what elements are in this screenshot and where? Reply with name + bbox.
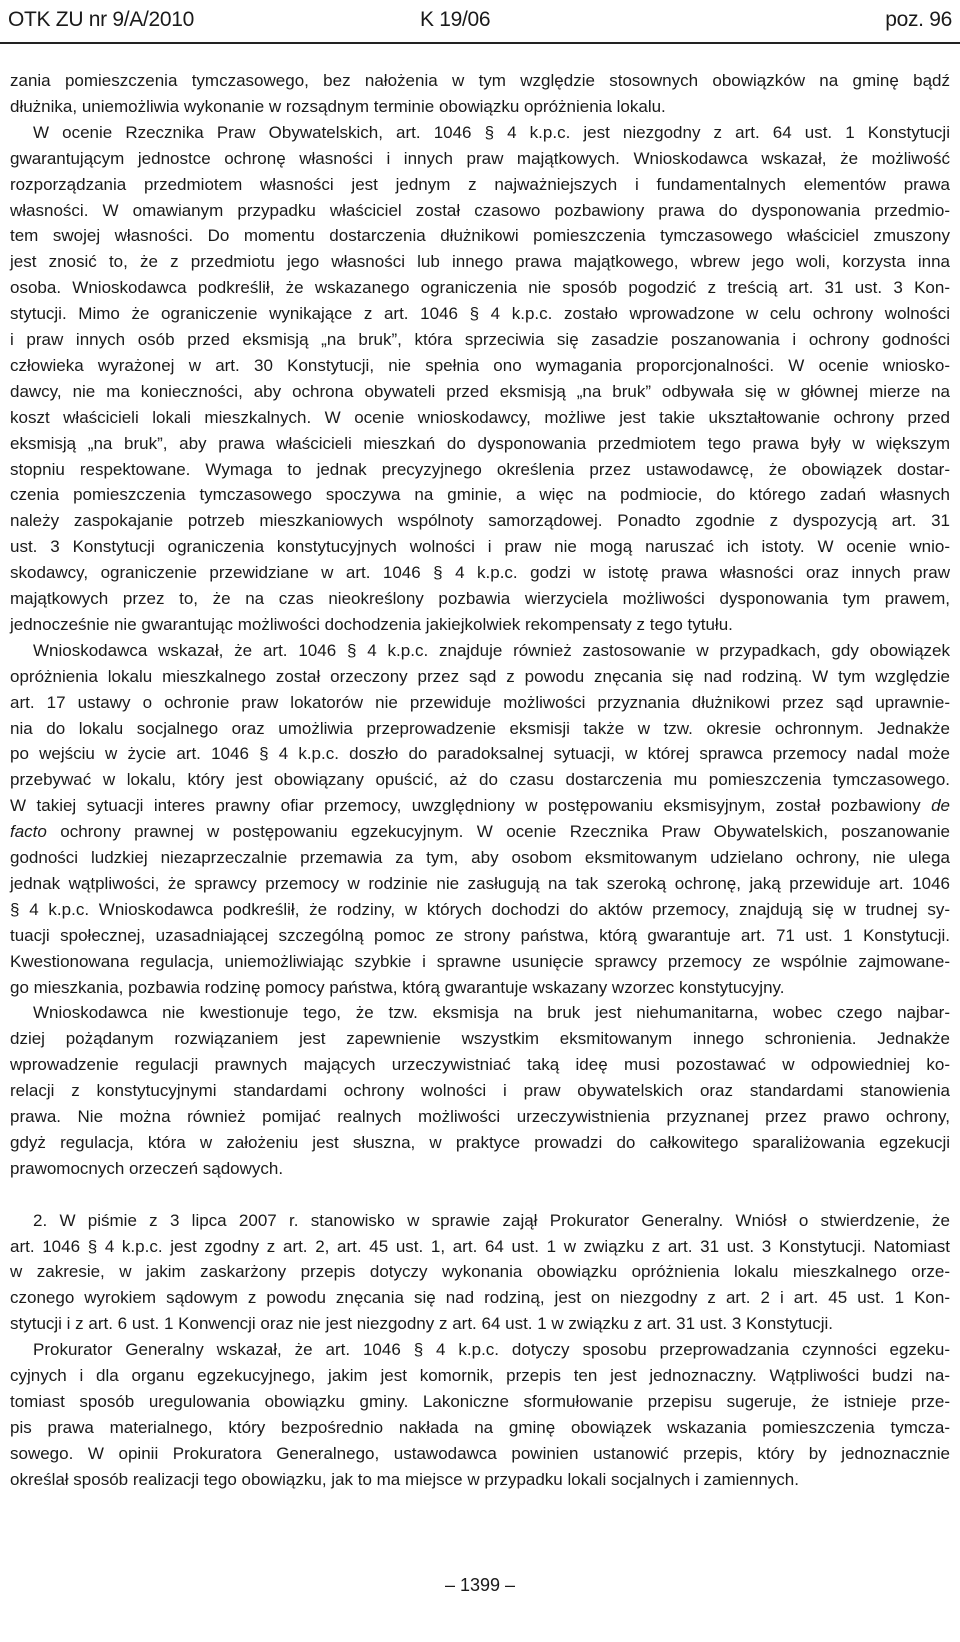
text-line: opróżnienia lokalu mieszkalnego został orzeczony przez sąd z powodu znęcania się nad rodziną. W tym względzie xyxy=(10,666,950,686)
text-line: i praw innych osób przed eksmisją „na bruk”, która sprzeciwia się zasadzie poszanowania i ochrony godności xyxy=(10,330,950,349)
text-line: w zakresie, w jakim zaskarżony przepis dotyczy wykonania obowiązku opróżnienia lokalu mieszkalnego orze- xyxy=(10,1262,950,1282)
text-line: pis prawa materialnego, który bezpośrednio nakłada na gminę obowiązek wskazania pomieszczenia tymcza- xyxy=(10,1417,950,1437)
text-line: tem swojej własności. Do momentu dostarczenia dłużnikowi pomieszczenia tymczasowego właściciel zmuszony xyxy=(10,226,950,246)
text-line: jednocześnie nie gwarantując możliwości dochodzenia jakiejkolwiek rekompensaty z tego tytułu. xyxy=(10,614,733,634)
text-line: dłużnika, uniemożliwia wykonanie w rozsądnym terminie obowiązku opróżnienia lokalu. xyxy=(10,96,666,116)
italic-text: facto xyxy=(10,822,47,842)
text-line: tuacji społecznej, uzasadniającej szczególną pomoc ze strony państwa, którą gwarantuje art. 71 ust. 1 Konstytucji. xyxy=(10,925,950,945)
text-line: tomiast sposób uregulowania obowiązku gminy. Lakoniczne sformułowanie przepisu sugeruje, że istnieje prze- xyxy=(10,1391,950,1411)
text-line: 2. W piśmie z 3 lipca 2007 r. stanowisko w sprawie zajął Prokurator Generalny. Wniósł o stwierdzenie, że xyxy=(33,1210,950,1230)
text-line: majątkowych przez to, że na czas nieokreślony pozbawia wierzyciela możliwości dysponowania tym prawem, xyxy=(10,589,950,608)
text-line: ust. 3 Konstytucji ograniczenia konstytucyjnych wolności i praw nie mogą naruszać ich istoty. W ocenie wnio- xyxy=(10,537,950,557)
text-line: jednak wątpliwości, że sprawcy przemocy w rodzinie nie zasługują na tak szeroką ochronę, jaką przewiduje art. 1046 xyxy=(10,873,950,893)
text-line: stytucji. Mimo że ograniczenie wynikające z art. 1046 § 4 k.p.c. zostało wprowadzone w celu ochrony wolności xyxy=(10,304,950,324)
text-line: prawomocnych orzeczeń sądowych. xyxy=(10,1158,284,1178)
text-line: nia do lokalu socjalnego oraz umożliwia przeprowadzenie eksmisji także w tzw. okresie ochronnym. Jednakże xyxy=(10,718,950,738)
text-line: Wnioskodawca nie kwestionuje tego, że tzw. eksmisja na bruk jest niehumanitarna, wobec czego najbar- xyxy=(33,1003,950,1023)
text-line: sowego. W opinii Prokuratora Generalnego, ustawodawca powinien ustanowić przepis, który by jednoznacznie xyxy=(10,1443,950,1463)
text-line: art. 17 ustawy o ochronie praw lokatorów nie przewiduje możliwości przyznania dłużnikowi przez sąd uprawnie- xyxy=(10,692,950,712)
text-line: stytucji i z art. 6 ust. 1 Konwencji oraz nie jest niezgodny z art. 64 ust. 1 w związku z art. 31 ust. 3 Konstytucji. xyxy=(10,1314,833,1334)
text-line: Prokurator Generalny wskazał, że art. 1046 § 4 k.p.c. dotyczy sposobu przeprowadzania czynności egzeku- xyxy=(33,1340,950,1360)
text-line: człowieka wyrażonej w art. 30 Konstytucji, nie spełnia ono wymagania proporcjonalności. W ocenie wniosko- xyxy=(10,355,950,375)
text-line: godności ludzkiej niezaprzeczalnie przemawia za tym, aby osobom eksmitowanym udzielano ochrony, nie ulega xyxy=(10,848,950,867)
text-line: skodawcy, ograniczenie przewidziane w art. 1046 § 4 k.p.c. godzi w istotę prawa własności oraz innych praw xyxy=(10,563,950,583)
text-line: własności. W omawianym przypadku właściciel został czasowo pozbawiony prawa do dysponowania przedmio- xyxy=(10,200,950,220)
text-line: gwarantującym jednostce ochronę własności i innych praw majątkowych. Wnioskodawca wskazał, że możliwość xyxy=(10,148,950,168)
text-line: gdyż regulacja, która w założeniu jest słuszna, w praktyce prowadzi do całkowitego sparaliżowania egzekucji xyxy=(10,1132,950,1152)
text-line: cyjnych i dla organu egzekucyjnego, jakim jest komornik, przepis ten jest jednoznaczny. Wątpliwości budzi na- xyxy=(10,1366,950,1385)
text-line: relacji z konstytucyjnymi standardami ochrony wolności i praw obywatelskich oraz standardami stanowienia xyxy=(10,1081,950,1101)
text-line: po wejściu w życie art. 1046 § 4 k.p.c. doszło do paradoksalnej sytuacji, w której sprawca przemocy nadal może xyxy=(10,744,950,764)
text-line: dziej pożądanym rozwiązaniem jest zapewnienie wszystkim eksmitowanym innego schronienia. Jednakże xyxy=(10,1029,950,1049)
text-line: Wnioskodawca wskazał, że art. 1046 § 4 k.p.c. znajduje również zastosowanie w przypadkach, gdy obowiązek xyxy=(33,640,950,660)
text-line: czonego wyrokiem sądowym z powodu znęcania się nad rodziną, jest on niezgodny z art. 2 i art. 45 ust. 1 Kon- xyxy=(10,1288,950,1308)
text-line: koszt właścicieli lokali mieszkalnych. W ocenie wnioskodawcy, możliwe jest takie ukształtowanie ochrony przed xyxy=(10,407,950,427)
text-line: rozporządzania przedmiotem własności jest jednym z najważniejszych i fundamentalnych elementów prawa xyxy=(10,174,950,194)
running-header-position: poz. 96 xyxy=(885,8,952,31)
text-line: stopniu respektowane. Wymaga to jednak precyzyjnego określenia przez ustawodawcę, że obowiązek dostar- xyxy=(10,459,950,479)
text-line: określał sposób realizacji tego obowiązku, jak to ma miejsce w przypadku lokali socjalnych i zamiennych. xyxy=(10,1469,799,1489)
text-line: zania pomieszczenia tymczasowego, bez nałożenia w tym względzie stosownych obowiązków na gminę bądź xyxy=(10,71,950,90)
text-line: jest znosić to, że z przedmiotu jego własności lub innego prawa majątkowego, wbrew jego woli, korzysta inna xyxy=(10,252,950,272)
text-line: § 4 k.p.c. Wnioskodawca podkreślił, że rodziny, w których dochodzi do aktów przemocy, znajdują się w trudnej sy- xyxy=(10,899,950,919)
text-line: art. 1046 § 4 k.p.c. jest zgodny z art. 2, art. 45 ust. 1, art. 64 ust. 1 w związku z art. 31 ust. 3 Konstytucji. Natomiast xyxy=(10,1236,950,1256)
text-line: czenia pomieszczenia tymczasowego spoczywa na gminie, a więc na podmiocie, do którego zadań własnych xyxy=(10,485,950,505)
running-header-journal: OTK ZU nr 9/A/2010 xyxy=(8,8,195,31)
text-line: prawa. Nie można również pomijać realnych możliwości urzeczywistnienia przyznanej przez prawo ochrony, xyxy=(10,1107,950,1126)
text-line xyxy=(10,819,950,845)
text-line: W ocenie Rzecznika Praw Obywatelskich, art. 1046 § 4 k.p.c. jest niezgodny z art. 64 ust. 1 Konstytucji xyxy=(33,122,950,142)
text-line xyxy=(10,793,950,819)
running-header-case-number: K 19/06 xyxy=(420,8,491,31)
page-number: – 1399 – xyxy=(444,1575,516,1595)
text-line: dawcy, nie ma konieczności, aby ochrona obywateli przed eksmisją „na bruk” odbywała się w głównej mierze na xyxy=(10,381,950,401)
text-line: przebywać w lokalu, który jest obowiązany opuścić, aż do czasu dostarczenia mu pomieszczenia tymczasowego. xyxy=(10,770,950,790)
header-rule xyxy=(0,42,960,44)
text-line: Kwestionowana regulacja, uniemożliwiając szybkie i sprawne usunięcie sprawcy przemocy ze wspólnie zajmowane- xyxy=(10,951,950,971)
text-line: osoba. Wnioskodawca podkreślił, że wskazanego ograniczenia nie sposób pogodzić z treścią art. 31 ust. 3 Kon- xyxy=(10,278,950,298)
italic-text: de xyxy=(931,796,950,816)
text-line: wprowadzenie regulacji prawnych mających urzeczywistniać taką ideę musi pozostawać w odpowiedniej ko- xyxy=(10,1055,950,1075)
text-line: eksmisją „na bruk”, aby prawa właścicieli mieszkań do dysponowania przedmiotem tego prawa były w większym xyxy=(10,433,950,453)
text-span: ochrony prawnej w postępowaniu egzekucyjnym. W ocenie Rzecznika Praw Obywatelskich, poszanowanie xyxy=(46,822,950,842)
text-line: należy zaspokajanie potrzeb mieszkaniowych wspólnoty samorządowej. Ponadto zgodnie z dyspozycją art. 31 xyxy=(10,511,950,531)
text-span: W takiej sytuacji interes prawny ofiar przemocy, uwzględniony w postępowaniu eksmisyjnym, został pozbawiony xyxy=(10,796,932,816)
text-line: go mieszkania, pozbawia rodzinę pomocy państwa, którą gwarantuje wskazany wzorzec konstytucyjny. xyxy=(10,977,785,997)
